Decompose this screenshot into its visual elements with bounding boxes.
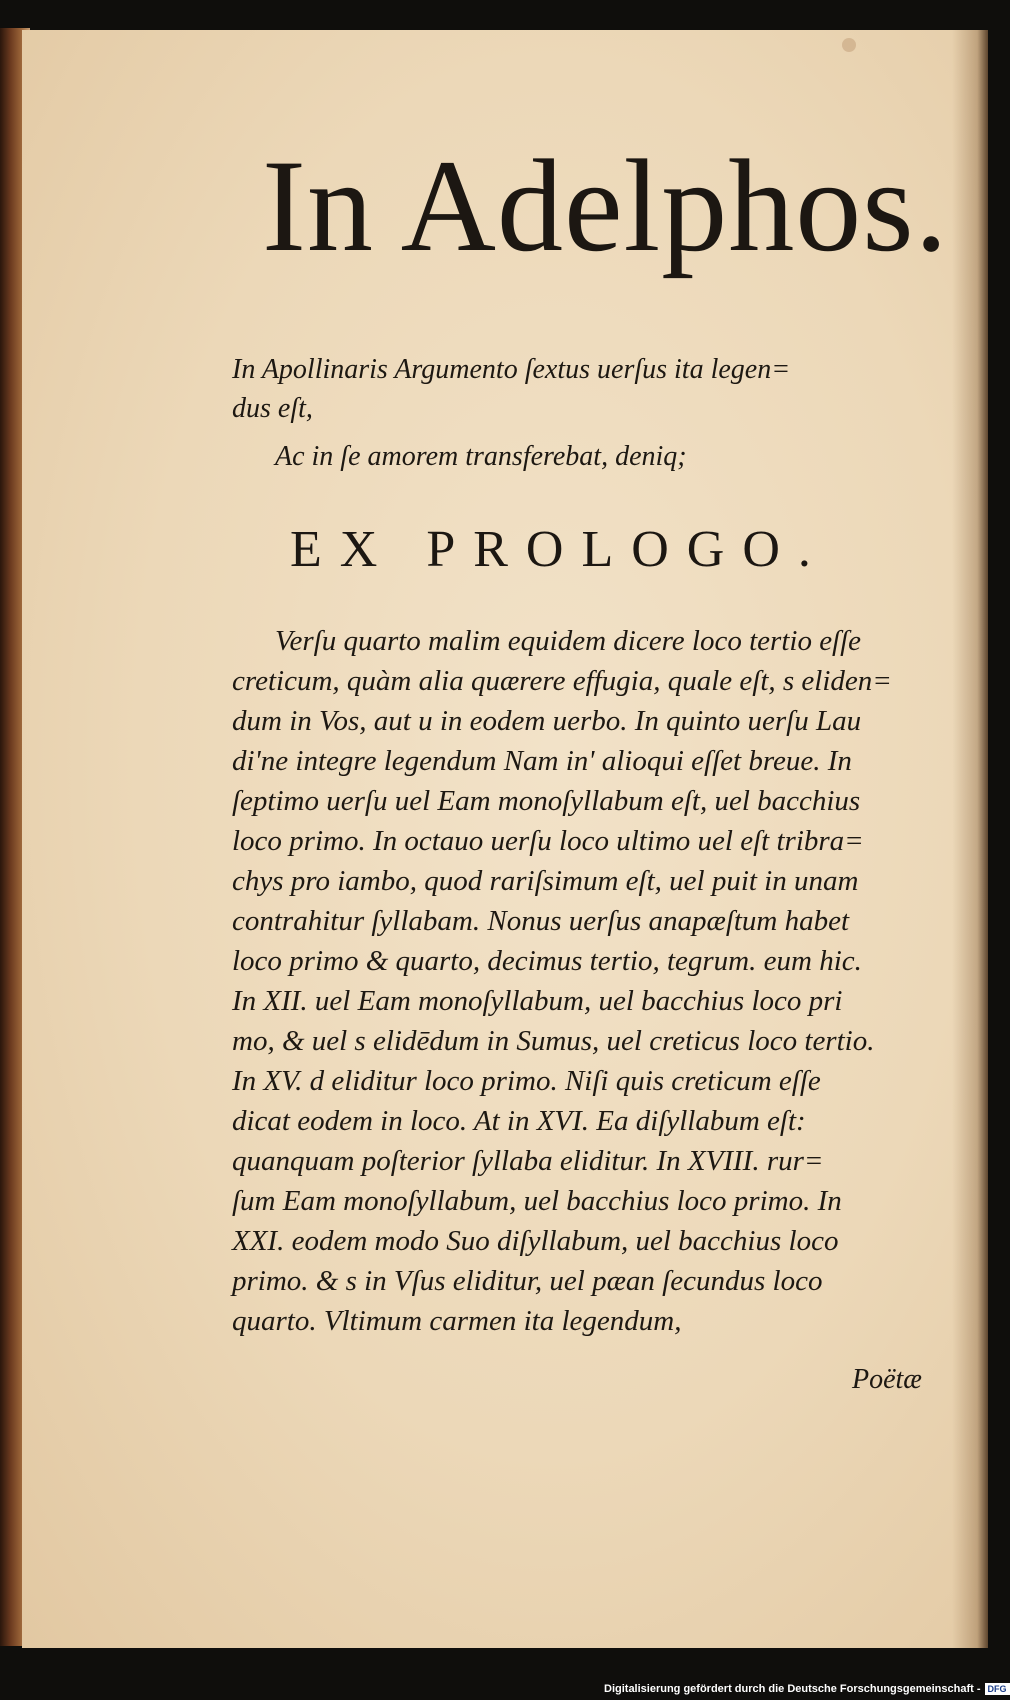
paragraph-line: XXI. eodem modo Suo diſyllabum, uel bacchius loco <box>232 1225 839 1257</box>
intro-line: dus eſt, <box>232 393 313 424</box>
paragraph-line: dicat eodem in loco. At in XVI. Ea diſyllabum eſt: <box>232 1105 806 1137</box>
paragraph-line: In XV. d eliditur loco primo. Niſi quis creticum eſſe <box>232 1065 821 1097</box>
paragraph-line: ſum Eam monoſyllabum, uel bacchius loco primo. In <box>232 1185 842 1217</box>
intro-line: In Apollinaris Argumento ſextus uerſus ita legen= <box>232 354 791 385</box>
intro-line: Ac in ſe amorem transferebat, deniq; <box>275 441 687 472</box>
paragraph-line: ſeptimo uerſu uel Eam monoſyllabum eſt, uel bacchius <box>232 785 861 817</box>
paragraph-line: primo. & s in Vſus eliditur, uel pæan ſecundus loco <box>232 1265 823 1297</box>
dfg-logo: DFG <box>985 1683 1010 1695</box>
paragraph-line: In XII. uel Eam monoſyllabum, uel bacchius loco pri <box>232 985 843 1017</box>
paragraph-line: loco primo & quarto, decimus tertio, tegrum. eum hic. <box>232 945 862 977</box>
credit-text: Digitalisierung gefördert durch die Deutsche Forschungsgemeinschaft - <box>604 1683 981 1695</box>
paragraph-line: chys pro iambo, quod rariſsimum eſt, uel puit in unam <box>232 865 859 897</box>
paragraph-line: di'ne integre legendum Nam in' alioqui eſſet breue. In <box>232 745 852 777</box>
catchword: Poëtæ <box>852 1364 922 1395</box>
paragraph-line: quarto. Vltimum carmen ita legendum, <box>232 1305 682 1337</box>
paragraph-line: creticum, quàm alia quærere effugia, quale eſt, s eliden= <box>232 665 892 697</box>
paragraph-line: loco primo. In octauo uerſu loco ultimo uel eſt tribra= <box>232 825 864 857</box>
digitization-credit <box>604 1683 1010 1695</box>
section-heading: EX PROLOGO. <box>290 521 829 578</box>
paragraph-line: dum in Vos, aut u in eodem uerbo. In quinto uerſu Lau <box>232 705 862 737</box>
paragraph-line: mo, & uel s elidēdum in Sumus, uel creticus loco tertio. <box>232 1025 875 1057</box>
paragraph-line: Verſu quarto malim equidem dicere loco tertio eſſe <box>275 625 862 657</box>
paragraph-line: contrahitur ſyllabam. Nonus uerſus anapæſtum habet <box>232 905 850 937</box>
paragraph-line: quanquam poſterior ſyllaba eliditur. In XVIII. rur= <box>232 1145 824 1177</box>
page-title: In Adelphos. <box>262 132 949 279</box>
paper-stain <box>842 38 856 52</box>
